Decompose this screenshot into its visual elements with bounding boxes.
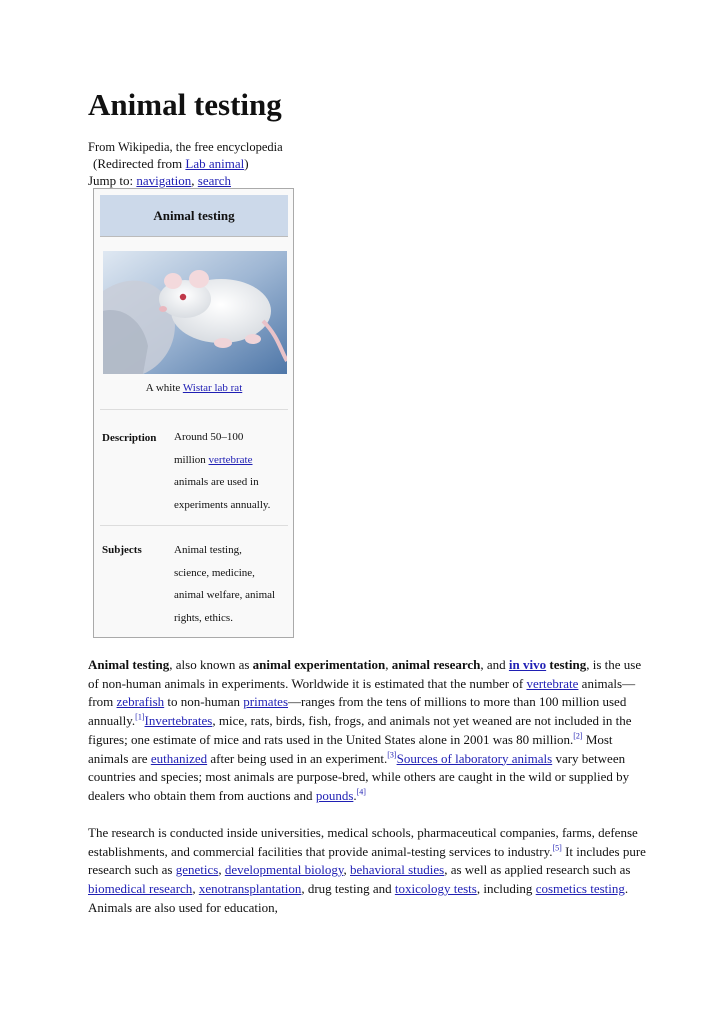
reference-link[interactable]: [2] <box>573 731 583 741</box>
zebrafish-link[interactable]: zebrafish <box>116 694 165 710</box>
text: Most animals are <box>88 731 613 766</box>
description-label: Description <box>102 432 157 444</box>
subjects-value <box>174 539 292 629</box>
text: , also known as <box>169 657 253 672</box>
image-caption <box>94 382 294 394</box>
developmental-biology-link[interactable]: developmental biology <box>224 862 344 878</box>
vertebrate-link[interactable]: vertebrate <box>526 675 579 691</box>
redirect-notice <box>93 156 249 172</box>
text: , <box>192 881 199 897</box>
in-vivo-link[interactable]: in vivo <box>508 657 547 672</box>
navigation-link[interactable]: navigation <box>136 173 192 188</box>
reference-link[interactable]: [1] <box>135 712 145 722</box>
text: —ranges from the tens of millions to more than 100 million used annually. <box>88 694 627 729</box>
reference-link[interactable]: [4] <box>356 787 366 797</box>
infobox-heading: Animal testing <box>100 195 288 237</box>
text: . Animals are also used for education, <box>88 881 629 915</box>
text: after being used in an experiment. <box>207 750 388 766</box>
xenotransplantation-link[interactable]: xenotransplantation <box>198 881 302 897</box>
bold-term: animal experimentation <box>252 657 386 672</box>
toxicology-tests-link[interactable]: toxicology tests <box>394 881 477 897</box>
jump-links <box>88 173 231 189</box>
description-line-3: animals are used in <box>174 476 259 488</box>
page-title: Animal testing <box>88 87 282 122</box>
infobox <box>93 188 294 638</box>
text: vary between countries and species; most animals are purpose-bred, while others are caught in the wild or supplied by dealers who obtain them from auctions and <box>88 750 630 803</box>
search-link[interactable]: search <box>197 173 231 188</box>
intro-paragraph-1 <box>88 656 648 806</box>
text: , <box>385 657 392 672</box>
infobox-divider <box>100 525 288 526</box>
pounds-link[interactable]: pounds <box>315 787 354 803</box>
behavioral-studies-link[interactable]: behavioral studies <box>349 862 445 878</box>
redirect-prefix: (Redirected from <box>93 156 186 171</box>
subjects-line-2: science, medicine, <box>174 566 255 579</box>
description-line-4: experiments annually. <box>174 498 271 511</box>
text: , <box>218 862 225 878</box>
jump-prefix: Jump to: <box>88 173 137 188</box>
reference-link[interactable]: [3] <box>387 750 397 760</box>
text: It includes pure research such as <box>88 843 646 878</box>
wistar-rat-link[interactable]: Wistar lab rat <box>182 382 243 394</box>
tagline: From Wikipedia, the free encyclopedia <box>88 140 283 154</box>
description-line-1: Around 50–100 <box>174 431 244 443</box>
genetics-link[interactable]: genetics <box>175 862 219 878</box>
intro-paragraph-2 <box>88 824 648 918</box>
subjects-label: Subjects <box>102 544 142 556</box>
lab-rat-image[interactable] <box>103 251 287 374</box>
reference-link[interactable]: [5] <box>552 843 562 853</box>
text: to non-human <box>164 694 244 710</box>
sources-link[interactable]: Sources of laboratory animals <box>396 750 553 766</box>
bold-term: animal research <box>391 657 481 672</box>
vertebrate-link[interactable]: vertebrate <box>208 453 253 466</box>
bold-term: testing <box>549 657 587 672</box>
jump-separator: , <box>191 173 198 188</box>
bold-term: Animal testing <box>88 657 170 672</box>
infobox-divider <box>100 409 288 410</box>
text: . <box>353 787 357 803</box>
cosmetics-testing-link[interactable]: cosmetics testing <box>535 881 625 897</box>
text: , and <box>480 657 509 672</box>
lab-rat-illustration <box>103 251 287 374</box>
text: , is the use of non-human animals in experiments. Worldwide it is estimated that the number of <box>88 657 642 691</box>
redirect-link[interactable]: Lab animal <box>185 156 245 171</box>
text: animals—from <box>88 675 636 710</box>
subjects-line-3: animal welfare, animal <box>174 589 276 601</box>
subjects-line-1: Animal testing, <box>174 544 242 556</box>
description-line-2 <box>174 449 292 472</box>
description-value <box>174 426 292 516</box>
text: , including <box>476 881 536 897</box>
text: , mice, rats, birds, fish, frogs, and animals not yet weaned are not included in the figures; one estimate of mice and rats used in the United States alone in 2001 was 80 million. <box>88 713 632 747</box>
biomedical-research-link[interactable]: biomedical research <box>88 881 193 897</box>
text: , <box>343 862 350 878</box>
redirect-suffix: ) <box>244 156 249 171</box>
invertebrates-link[interactable]: Invertebrates <box>144 713 213 729</box>
subjects-line-4: rights, ethics. <box>174 611 233 624</box>
primates-link[interactable]: primates <box>243 694 289 710</box>
text: , as well as applied research such as <box>444 862 631 878</box>
caption-prefix: A white <box>145 382 183 394</box>
description-text: million <box>174 453 209 466</box>
text: , drug testing and <box>301 881 395 897</box>
euthanized-link[interactable]: euthanized <box>150 750 208 766</box>
text: The research is conducted inside universities, medical schools, pharmaceutical companies, farms, defense establishments, and commercial facilities that provide animal-testing services to industry. <box>88 825 638 859</box>
